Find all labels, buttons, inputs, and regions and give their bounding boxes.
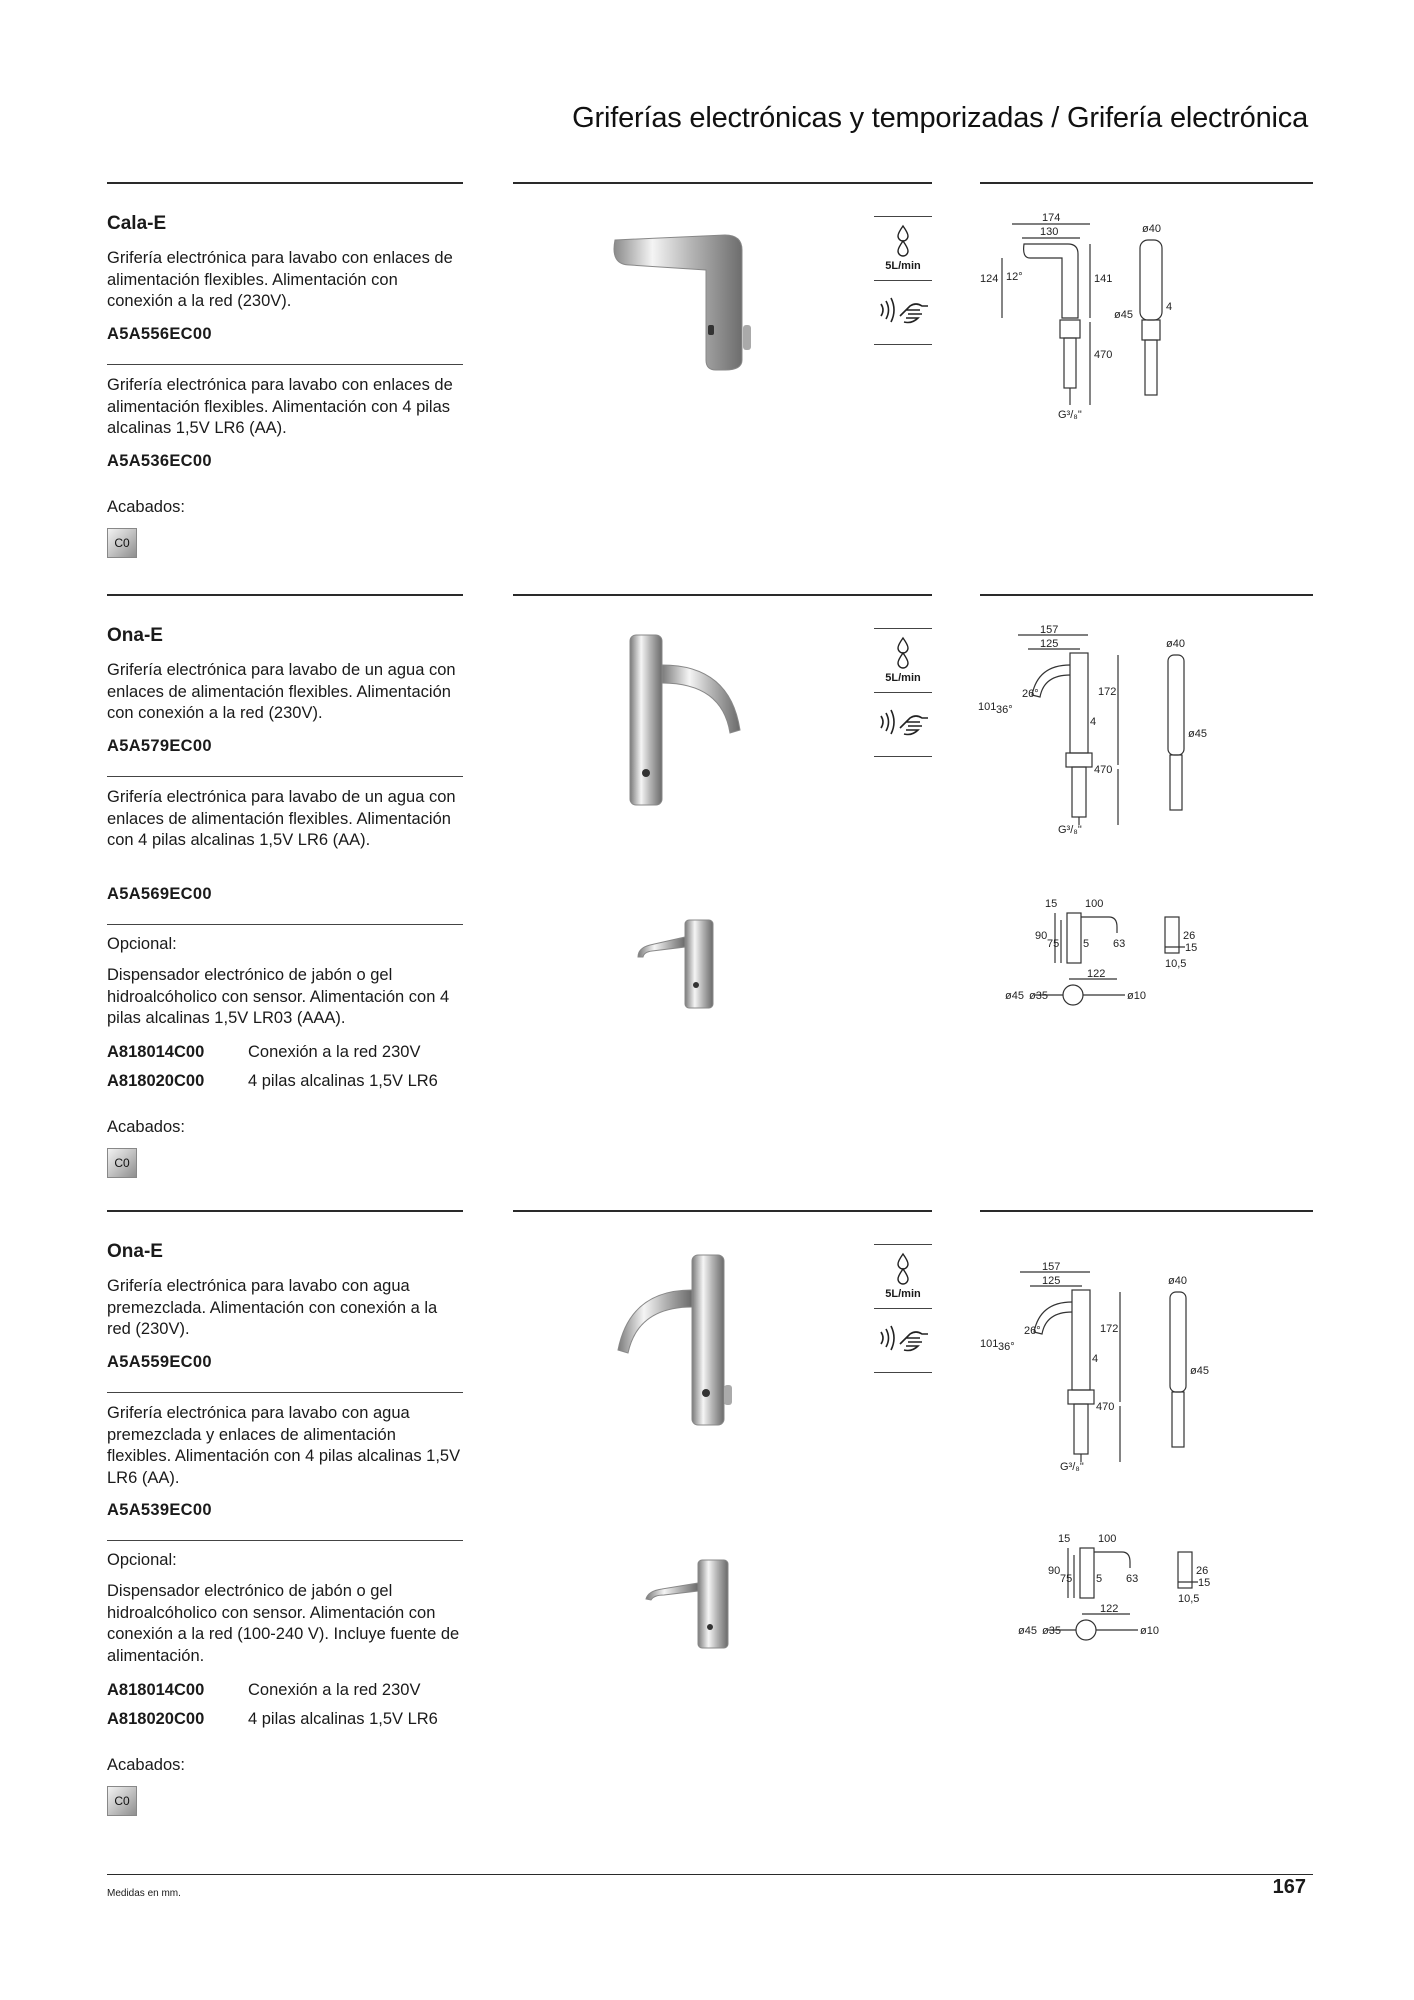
dim-label: 75 — [1060, 1573, 1073, 1585]
dim-label: 101 — [980, 1338, 999, 1350]
dim-label: G³/₈" — [1058, 409, 1082, 421]
dim-label: 15 — [1185, 942, 1198, 954]
dim-label: 141 — [1094, 273, 1113, 285]
dim-label: 174 — [1042, 212, 1061, 224]
dim-label: 130 — [1040, 226, 1059, 238]
icon-divider — [874, 1372, 932, 1373]
dim-label: ø10 — [1140, 1625, 1159, 1637]
dispenser-drawing — [1018, 1530, 1238, 1655]
dim-label: 122 — [1100, 1603, 1119, 1615]
optional-code-text: 4 pilas alcalinas 1,5V LR6 — [248, 1072, 438, 1090]
optional-code-row — [107, 1072, 438, 1091]
faucet-image — [510, 210, 850, 380]
section-divider — [513, 594, 932, 596]
dispenser-image — [640, 1555, 750, 1655]
product-description: Grifería electrónica para lavabo de un agua con enlaces de alimentación flexibles. Alimentación con 4 pilas alcalinas 1,5V LR6 (AA). — [107, 788, 456, 849]
optional-code: A818014C00 — [107, 1043, 205, 1061]
dim-label: 36° — [998, 1341, 1015, 1353]
footer-divider — [107, 1874, 1313, 1875]
page-title: Griferías electrónicas y temporizadas / Grifería electrónica — [572, 102, 1308, 134]
dim-label: ø10 — [1127, 990, 1146, 1002]
technical-drawing — [978, 625, 1228, 840]
water-drop-icon — [888, 1252, 918, 1286]
product-code: A5A579EC00 — [107, 737, 212, 755]
dim-label: 12° — [1006, 271, 1023, 283]
variant-divider — [107, 924, 463, 925]
optional-code-row — [107, 1710, 438, 1729]
product-name: Ona-E — [107, 625, 163, 646]
icon-divider — [874, 216, 932, 217]
dim-label: 15 — [1198, 1577, 1211, 1589]
dim-label: 470 — [1094, 349, 1113, 361]
dim-label: 26 — [1196, 1565, 1209, 1577]
icon-divider — [874, 1244, 932, 1245]
product-description: Grifería electrónica para lavabo con enlaces de alimentación flexibles. Alimentación con conexión a la red (230V). — [107, 249, 453, 310]
flow-rate-label: 5L/min — [885, 672, 921, 684]
product-description: Grifería electrónica para lavabo de un agua con enlaces de alimentación flexibles. Alimentación con conexión a la red (230V). — [107, 661, 456, 722]
optional-code-row — [107, 1043, 420, 1062]
water-drop-icon — [888, 636, 918, 670]
product-description: Grifería electrónica para lavabo con enlaces de alimentación flexibles. Alimentación con 4 pilas alcalinas 1,5V LR6 (AA). — [107, 376, 453, 437]
product-code: A5A569EC00 — [107, 885, 212, 903]
product-name: Ona-E — [107, 1241, 163, 1262]
section-divider — [980, 1210, 1313, 1212]
dim-label: 15 — [1045, 898, 1058, 910]
finish-swatch: C0 — [107, 528, 137, 558]
dim-label: 10,5 — [1165, 958, 1187, 970]
dim-label: 63 — [1113, 938, 1126, 950]
product-description: Grifería electrónica para lavabo con agua premezclada y enlaces de alimentación flexibles. Alimentación con 4 pilas alcalinas 1,5V LR6 (AA). — [107, 1404, 461, 1487]
hand-sensor-icon — [876, 1318, 932, 1358]
dim-label: 470 — [1094, 764, 1113, 776]
dispenser-drawing — [1005, 895, 1225, 1020]
product-code: A5A536EC00 — [107, 452, 212, 470]
dim-label: ø35 — [1042, 1625, 1061, 1637]
dim-label: 90 — [1048, 1565, 1061, 1577]
finishes-label: Acabados: — [107, 1756, 185, 1774]
icon-divider — [874, 756, 932, 757]
dim-label: 5 — [1096, 1573, 1103, 1585]
dim-label: 75 — [1047, 938, 1060, 950]
optional-code-text: 4 pilas alcalinas 1,5V LR6 — [248, 1710, 438, 1728]
page-number: 167 — [1272, 1876, 1306, 1898]
dim-label: 122 — [1087, 968, 1106, 980]
icon-divider — [874, 692, 932, 693]
icon-divider — [874, 344, 932, 345]
variant-divider — [107, 1392, 463, 1393]
dim-label: 101 — [978, 701, 997, 713]
dim-label: 63 — [1126, 1573, 1139, 1585]
optional-label: Opcional: — [107, 1551, 177, 1569]
dim-label: 36° — [996, 704, 1013, 716]
flow-rate-label: 5L/min — [885, 1288, 921, 1300]
dim-label: 10,5 — [1178, 1593, 1200, 1605]
product-name: Cala-E — [107, 213, 167, 234]
footer-note: Medidas en mm. — [107, 1888, 181, 1899]
optional-code-row — [107, 1681, 420, 1700]
dim-label: 100 — [1085, 898, 1104, 910]
hand-sensor-icon — [876, 702, 932, 742]
dim-label: ø40 — [1166, 638, 1185, 650]
dispenser-image — [630, 915, 740, 1015]
optional-description: Dispensador electrónico de jabón o gel hidroalcóholico con sensor. Alimentación con 4 pilas alcalinas 1,5V LR03 (AAA). — [107, 966, 450, 1027]
dim-label: 157 — [1040, 625, 1059, 636]
section-divider — [107, 594, 463, 596]
icon-divider — [874, 628, 932, 629]
dim-label: 172 — [1098, 686, 1117, 698]
optional-code: A818020C00 — [107, 1710, 205, 1728]
dim-label: 157 — [1042, 1262, 1061, 1273]
icon-divider — [874, 1308, 932, 1309]
flow-rate-label: 5L/min — [885, 260, 921, 272]
dim-label: 100 — [1098, 1533, 1117, 1545]
section-divider — [107, 182, 463, 184]
technical-drawing — [980, 1262, 1230, 1477]
dim-label: 26° — [1024, 1325, 1041, 1337]
dim-label: 125 — [1040, 638, 1059, 650]
dim-label: 4 — [1092, 1353, 1099, 1365]
variant-divider — [107, 1540, 463, 1541]
faucet-image — [600, 625, 760, 815]
product-code: A5A556EC00 — [107, 325, 212, 343]
product-code: A5A539EC00 — [107, 1501, 212, 1519]
dim-label: 172 — [1100, 1323, 1119, 1335]
product-code: A5A559EC00 — [107, 1353, 212, 1371]
dim-label: 470 — [1096, 1401, 1115, 1413]
dim-label: ø35 — [1029, 990, 1048, 1002]
dim-label: 5 — [1083, 938, 1090, 950]
finish-swatch: C0 — [107, 1786, 137, 1816]
dim-label: ø45 — [1005, 990, 1024, 1002]
optional-code-text: Conexión a la red 230V — [248, 1043, 421, 1061]
finishes-label: Acabados: — [107, 1118, 185, 1136]
dim-label: 4 — [1166, 301, 1173, 313]
product-description: Grifería electrónica para lavabo con agua premezclada. Alimentación con conexión a la red (230V). — [107, 1277, 438, 1338]
section-divider — [980, 182, 1313, 184]
dim-label: 15 — [1058, 1533, 1071, 1545]
dim-label: 26 — [1183, 930, 1196, 942]
faucet-image — [600, 1245, 760, 1435]
dim-label: 90 — [1035, 930, 1048, 942]
dim-label: 125 — [1042, 1275, 1061, 1287]
dim-label: 124 — [980, 273, 999, 285]
section-divider — [980, 594, 1313, 596]
technical-drawing — [980, 210, 1230, 430]
dim-label: ø45 — [1188, 728, 1207, 740]
optional-label: Opcional: — [107, 935, 177, 953]
optional-code: A818020C00 — [107, 1072, 205, 1090]
finish-swatch: C0 — [107, 1148, 137, 1178]
finishes-label: Acabados: — [107, 498, 185, 516]
dim-label: ø40 — [1142, 223, 1161, 235]
section-divider — [107, 1210, 463, 1212]
dim-label: ø45 — [1114, 309, 1133, 321]
dim-label: ø40 — [1168, 1275, 1187, 1287]
dim-label: ø45 — [1190, 1365, 1209, 1377]
variant-divider — [107, 776, 463, 777]
water-drop-icon — [888, 224, 918, 258]
dim-label: G³/₈" — [1058, 824, 1082, 836]
hand-sensor-icon — [876, 290, 932, 330]
dim-label: G³/₈" — [1060, 1461, 1084, 1473]
icon-divider — [874, 280, 932, 281]
dim-label: 4 — [1090, 716, 1097, 728]
section-divider — [513, 1210, 932, 1212]
optional-code: A818014C00 — [107, 1681, 205, 1699]
variant-divider — [107, 364, 463, 365]
section-divider — [513, 182, 932, 184]
optional-description: Dispensador electrónico de jabón o gel hidroalcóholico con sensor. Alimentación con conexión a la red (100-240 V). Incluye fuente de alimentación. — [107, 1582, 460, 1665]
optional-code-text: Conexión a la red 230V — [248, 1681, 421, 1699]
dim-label: 26° — [1022, 688, 1039, 700]
dim-label: ø45 — [1018, 1625, 1037, 1637]
